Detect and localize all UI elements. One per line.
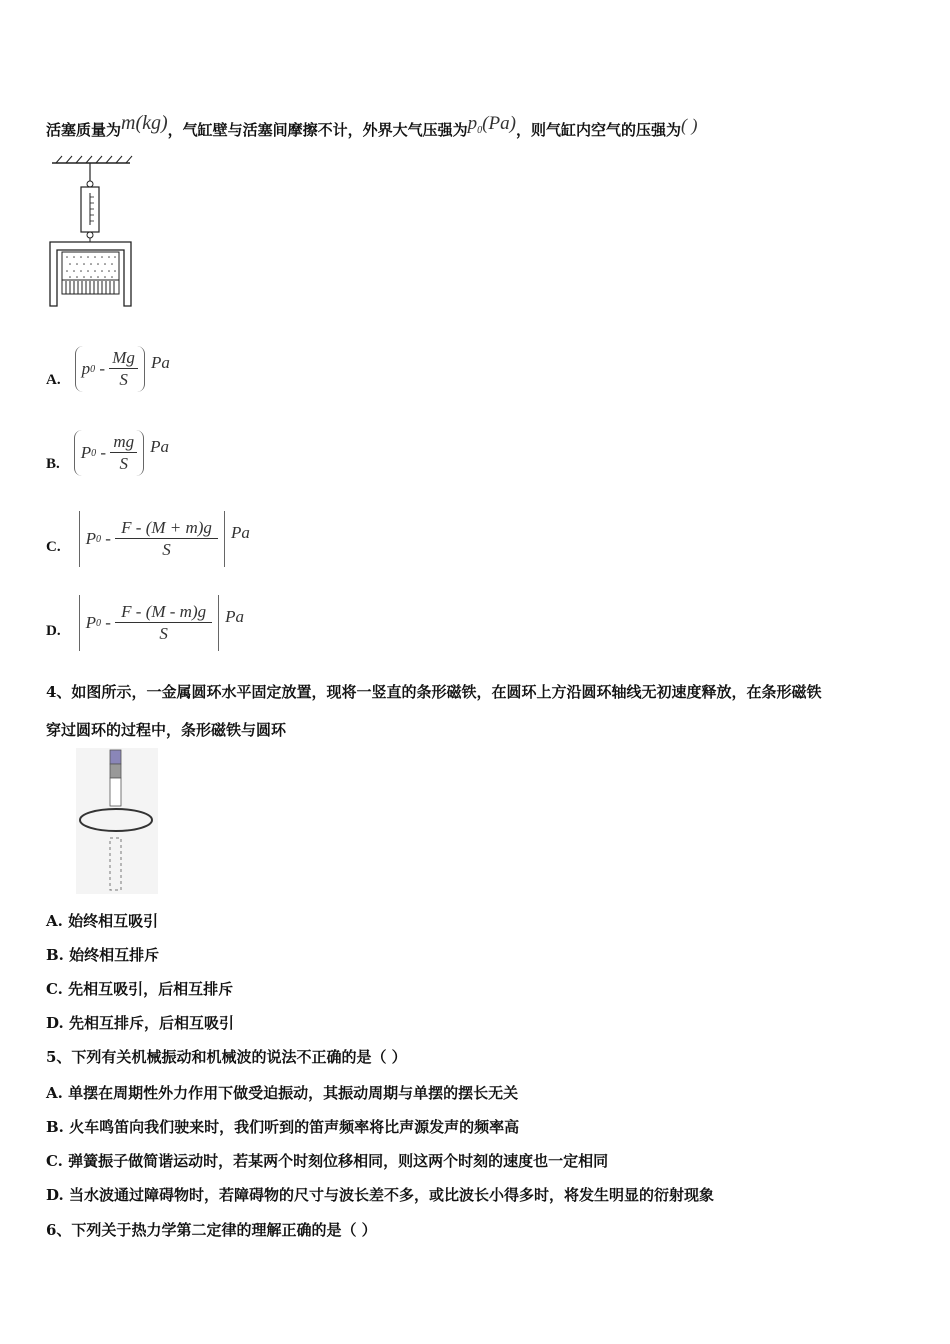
q3-d-unit: Pa: [225, 607, 245, 626]
q3-pressure-unit: (Pa): [482, 113, 516, 134]
q4-option-d[interactable]: [46, 1012, 234, 1033]
q3-option-a[interactable]: [46, 344, 170, 394]
q5-option-c-label: C.: [46, 1152, 63, 1170]
q3-stem-part2: ，气缸壁与活塞间摩擦不计，外界大气压强为: [167, 121, 468, 139]
q3-d-minus: -: [105, 613, 111, 632]
q3-b-sub: 0: [91, 447, 97, 459]
q3-option-b[interactable]: [46, 428, 169, 478]
q3-d-lead: P: [85, 613, 96, 632]
q3-stem-part1: 活塞质量为: [46, 121, 122, 139]
q4-option-d-label: D.: [46, 1014, 64, 1032]
q4-option-b-text: 始终相互排斥: [69, 946, 160, 964]
q3-stem-part3: ，则气缸内空气的压强为: [515, 121, 681, 139]
q5-option-b-text: 火车鸣笛向我们驶来时，我们听到的笛声频率将比声源发声的频率高: [69, 1118, 520, 1136]
q3-a-numerator: Mg: [109, 348, 138, 369]
q3-pressure-p: p: [467, 113, 478, 134]
q3-cylinder-figure: [44, 155, 140, 311]
q3-option-b-label: B.: [46, 455, 60, 472]
q3-c-lead: P: [85, 529, 96, 548]
q3-pressure-expr: [468, 113, 516, 134]
q5-option-c[interactable]: [46, 1150, 608, 1171]
q3-d-sub: 0: [95, 617, 101, 629]
q3-option-d-expr: [79, 595, 220, 651]
q3-c-numerator: F - (M + m)g: [115, 518, 218, 539]
q3-d-numerator: F - (M - m)g: [115, 602, 212, 623]
q4-option-c-label: C.: [46, 980, 63, 998]
q3-c-minus: -: [105, 529, 111, 548]
q3-a-fraction: [109, 348, 138, 391]
q5-option-d[interactable]: [46, 1184, 714, 1205]
q6-stem: 6、下列关于热力学第二定律的理解正确的是（ ）: [46, 1221, 377, 1239]
q5-option-a-text: 单摆在周期性外力作用下做受迫振动，其振动周期与单摆的摆长无关: [68, 1084, 519, 1102]
q3-mass-expr: m(kg): [121, 112, 168, 134]
q3-option-a-expr: [75, 346, 145, 392]
q4-option-b-label: B.: [46, 946, 64, 964]
q4-stem-line2: 穿过圆环的过程中，条形磁铁与圆环: [46, 721, 287, 739]
q3-c-unit: Pa: [230, 523, 250, 542]
q5-option-b-label: B.: [46, 1118, 64, 1136]
q3-a-lead: p: [81, 359, 91, 378]
q3-option-c-expr: [79, 511, 225, 567]
q3-b-fraction: [110, 432, 137, 475]
q3-option-b-expr: [74, 430, 144, 476]
q5-stem: 5、下列有关机械振动和机械波的说法不正确的是（ ）: [46, 1048, 407, 1066]
q3-d-fraction: [115, 602, 212, 645]
q3-a-minus: -: [99, 359, 106, 378]
q3-b-lead: P: [80, 443, 92, 462]
q5-option-a[interactable]: [46, 1082, 518, 1103]
q5-option-d-label: D.: [46, 1186, 64, 1204]
q3-option-c-label: C.: [46, 538, 61, 555]
q3-b-unit: Pa: [150, 437, 169, 456]
q3-option-d-label: D.: [46, 622, 61, 639]
q3-a-denominator: S: [119, 369, 128, 389]
q3-answer-blank: ( ): [680, 115, 698, 135]
q4-option-a-text: 始终相互吸引: [68, 912, 159, 930]
q3-pressure-sub: 0: [477, 125, 483, 136]
q3-b-denominator: S: [119, 453, 128, 473]
q3-c-sub: 0: [95, 533, 101, 545]
q3-b-numerator: mg: [110, 432, 137, 453]
q4-stem-line1: 4、如图所示，一金属圆环水平固定放置，现将一竖直的条形磁铁，在圆环上方沿圆环轴线无初速度释放，在条形磁铁: [46, 683, 822, 701]
q3-stem-line: [46, 112, 697, 140]
q3-c-denominator: S: [162, 539, 171, 559]
q3-option-a-label: A.: [46, 371, 61, 388]
q3-option-d[interactable]: [46, 594, 244, 652]
q5-option-c-text: 弹簧振子做简谐运动时，若某两个时刻位移相同，则这两个时刻的速度也一定相同: [68, 1152, 609, 1170]
q4-option-c[interactable]: [46, 978, 233, 999]
q3-a-sub: 0: [90, 363, 96, 375]
q5-option-a-label: A.: [46, 1084, 63, 1102]
q5-option-d-text: 当水波通过障碍物时，若障碍物的尺寸与波长差不多，或比波长小得多时，将发生明显的衍射现象: [68, 1186, 714, 1204]
q3-option-c[interactable]: [46, 510, 250, 568]
q4-option-a-label: A.: [46, 912, 63, 930]
q4-option-d-text: 先相互排斥，后相互吸引: [68, 1014, 234, 1032]
q3-c-fraction: [115, 518, 218, 561]
q4-option-b[interactable]: [46, 944, 159, 965]
q4-option-a[interactable]: [46, 910, 158, 931]
q4-option-c-text: 先相互吸引，后相互排斥: [68, 980, 234, 998]
q3-a-unit: Pa: [150, 353, 170, 372]
q4-magnet-ring-figure: [76, 748, 158, 894]
q5-option-b[interactable]: [46, 1116, 519, 1137]
q3-d-denominator: S: [159, 623, 168, 643]
q3-b-minus: -: [100, 443, 107, 462]
